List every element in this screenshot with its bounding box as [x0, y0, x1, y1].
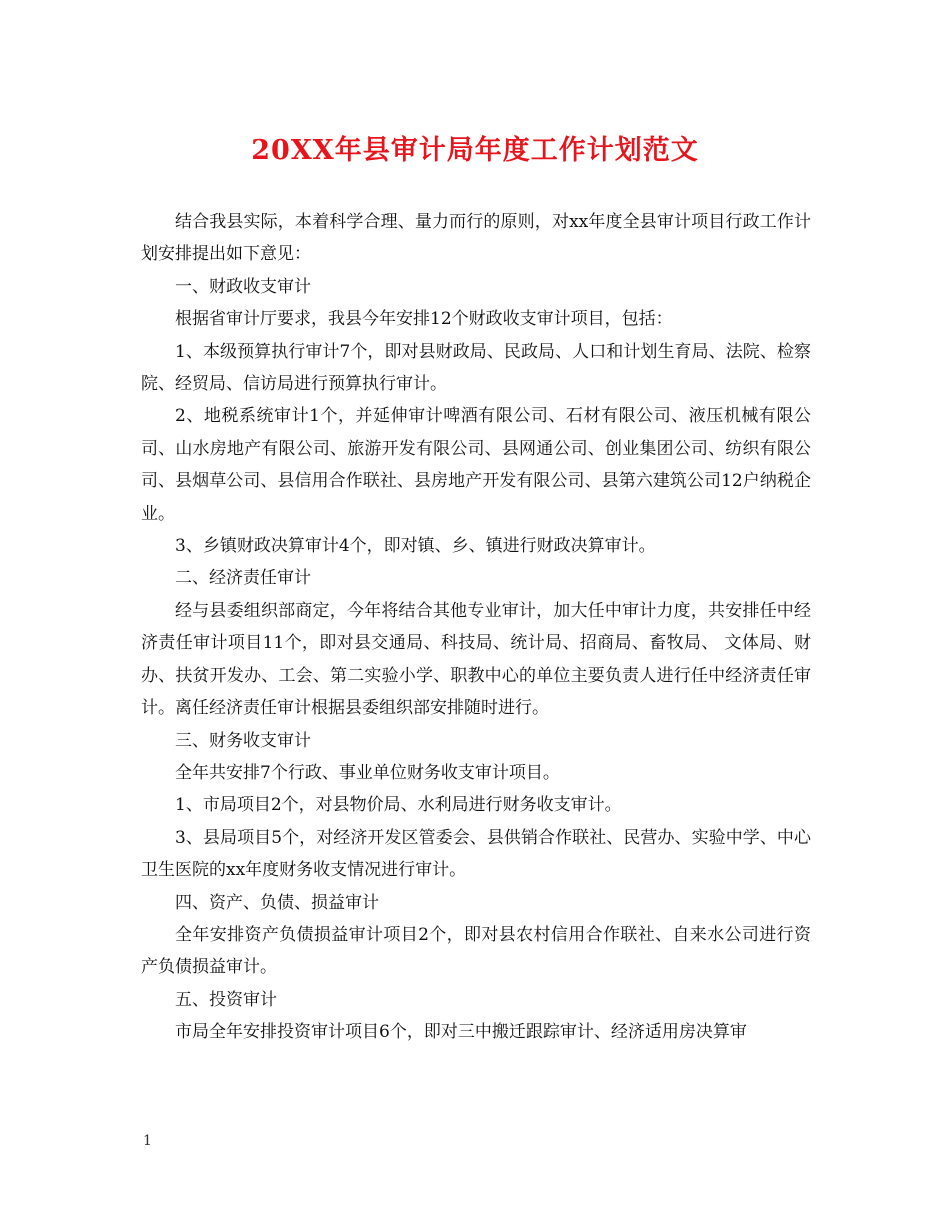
section-heading-investment: 五、投资审计: [175, 989, 277, 1010]
paragraph-intro: 结合我县实际，本着科学合理、量力而行的原则，对xx年度全县审计项目行政工作计划安排提出如下意见：: [141, 212, 811, 265]
section-heading-economic-responsibility: 二、经济责任审计: [175, 568, 311, 589]
list-item: 3、县局项目5个，对经济开发区管委会、县供销合作联社、民营办、实验中学、中心卫生医院的xx年度财务收支情况进行审计。: [141, 827, 811, 881]
list-item: 1、本级预算执行审计7个，即对县财政局、民政局、人口和计划生育局、法院、检察院、经贸局、信访局进行预算执行审计。: [141, 341, 811, 395]
paragraph: 市局全年安排投资审计项目6个，即对三中搬迁跟踪审计、经济适用房决算审: [175, 1022, 747, 1043]
section-heading-financial: 三、财务收支审计: [175, 730, 311, 751]
section-heading-fiscal: 一、财政收支审计: [175, 276, 311, 297]
section-heading-assets: 四、资产、负债、损益审计: [175, 892, 379, 913]
document-body: [141, 206, 811, 1049]
document-title: 20XX年县审计局年度工作计划范文: [251, 135, 699, 166]
page-number: 1: [143, 1133, 152, 1149]
list-item: 2、地税系统审计1个，并延伸审计啤酒有限公司、石材有限公司、液压机械有限公司、山水房地产有限公司、旅游开发有限公司、县网通公司、创业集团公司、纺织有限公司、县烟草公司、县信用合作联社、县房地产开发有限公司、县第六建筑公司12户纳税企业。: [141, 406, 811, 524]
list-item: 3、乡镇财政决算审计4个，即对镇、乡、镇进行财政决算审计。: [175, 536, 656, 557]
paragraph: 全年共安排7个行政、事业单位财务收支审计项目。: [175, 762, 560, 783]
paragraph: 经与县委组织部商定，今年将结合其他专业审计，加大任中审计力度，共安排任中经济责任审计项目11个，即对县交通局、科技局、统计局、招商局、畜牧局、 文体局、财办、扶贫开发办、工会、第二实验小学、职教中心的单位主要负责人进行任中经济责任审计。离任经济责任审计根据县委组织部安排随时进行。: [141, 600, 811, 719]
paragraph: 根据省审计厅要求，我县今年安排12个财政收支审计项目，包括：: [175, 309, 673, 330]
paragraph: 全年安排资产负债损益审计项目2个，即对县农村信用合作联社、自来水公司进行资产负债损益审计。: [141, 924, 811, 978]
list-item: 1、市局项目2个，对县物价局、水利局进行财务收支审计。: [175, 795, 622, 816]
